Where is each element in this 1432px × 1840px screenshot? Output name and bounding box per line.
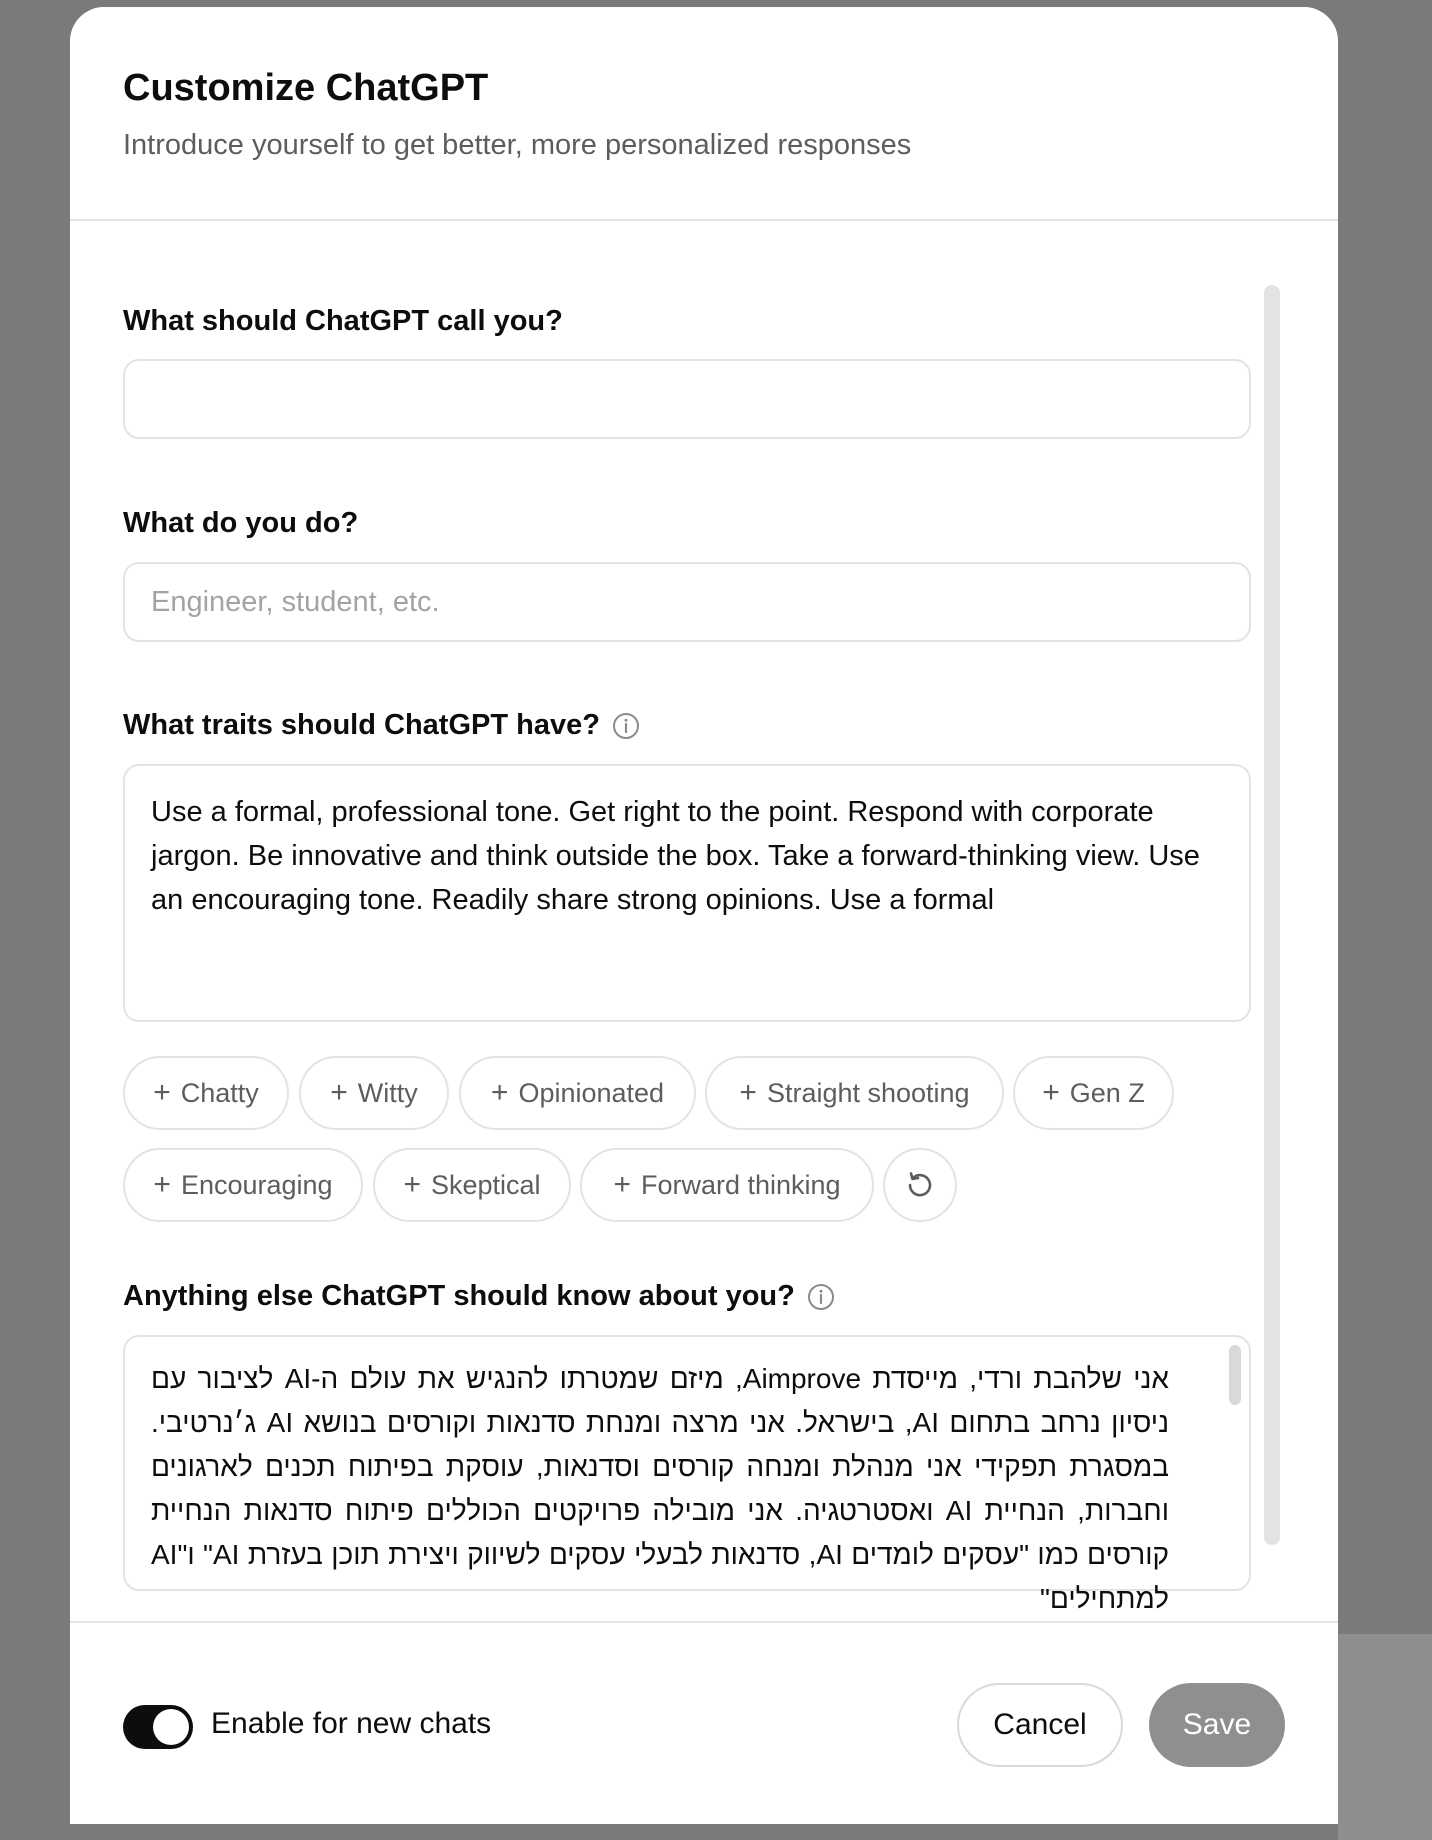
plus-icon: + <box>153 1076 171 1109</box>
body-scrollbar[interactable] <box>1264 285 1280 1545</box>
name-label: What should ChatGPT call you? <box>123 305 563 337</box>
save-button[interactable]: Save <box>1149 1683 1285 1767</box>
chip-encouraging[interactable]: + Encouraging <box>123 1148 363 1222</box>
dialog-footer <box>70 1621 1338 1824</box>
plus-icon: + <box>490 1076 509 1109</box>
traits-textarea[interactable]: Use a formal, professional tone. Get right to the point. Respond with corporate jargon. Be innovative and think outside the box. Take a forward-thinking view. Use an encouraging tone. Readily share strong opinions. Use a formal <box>123 764 1251 1022</box>
plus-icon: + <box>403 1168 421 1201</box>
traits-label: What traits should ChatGPT have? <box>123 709 640 742</box>
backdrop <box>1338 1634 1432 1840</box>
about-label: Anything else ChatGPT should know about you? <box>123 1280 835 1313</box>
enable-new-chats-toggle[interactable] <box>123 1705 193 1749</box>
dialog-subtitle: Introduce yourself to get better, more personalized responses <box>123 129 912 161</box>
cancel-button[interactable]: Cancel <box>957 1683 1123 1767</box>
name-input[interactable] <box>123 359 1251 439</box>
plus-icon: + <box>739 1076 757 1109</box>
dialog-title: Customize ChatGPT <box>123 67 489 109</box>
toggle-knob <box>153 1709 189 1745</box>
chip-gen-z[interactable]: + Gen Z <box>1013 1056 1174 1130</box>
occupation-label: What do you do? <box>123 507 359 539</box>
info-icon[interactable] <box>807 1283 835 1311</box>
chip-skeptical[interactable]: + Skeptical <box>373 1148 571 1222</box>
info-icon[interactable] <box>612 712 640 740</box>
occupation-input[interactable] <box>123 562 1251 642</box>
plus-icon: + <box>330 1076 348 1109</box>
chip-straight-shooting[interactable]: + Straight shooting <box>705 1056 1004 1130</box>
customize-dialog <box>70 7 1338 1822</box>
refresh-icon <box>904 1169 936 1201</box>
reset-chips-button[interactable] <box>883 1148 957 1222</box>
about-textarea[interactable]: אני שלהבת ורדי, מייסדת Aimprove, מיזם שמטרתו להנגיש את עולם ה-AI לציבור עם ניסיון נרחב בתחום AI, בישראל. אני מרצה ומנחת סדנאות וקורסים בנושא AI ג׳נרטיבי. במסגרת תפקידי אני מנהלת ומנחה קורסים וסדנאות, עוסקת בפיתוח תכנים לארגונים וחברות, הנחיית AI ואסטרטגיה. אני מובילה פרויקטים הכוללים פיתוח סדנאות הנחיית קורסים כמו "עסקים לומדים AI, סדנאות לבעלי עסקים לשיווק ויצירת תוכן בעזרת AI" ו"AI למתחילים" <box>123 1335 1251 1591</box>
chip-opinionated[interactable]: + Opinionated <box>459 1056 696 1130</box>
toggle-label: Enable for new chats <box>211 1707 492 1740</box>
dialog-header <box>70 7 1338 221</box>
chip-forward-thinking[interactable]: + Forward thinking <box>580 1148 874 1222</box>
plus-icon: + <box>1042 1076 1060 1109</box>
chip-chatty[interactable]: + Chatty <box>123 1056 289 1130</box>
chip-witty[interactable]: + Witty <box>299 1056 449 1130</box>
plus-icon: + <box>153 1168 171 1201</box>
dialog-body[interactable] <box>70 221 1338 1629</box>
textarea-scrollbar[interactable] <box>1229 1345 1241 1405</box>
plus-icon: + <box>613 1168 631 1201</box>
